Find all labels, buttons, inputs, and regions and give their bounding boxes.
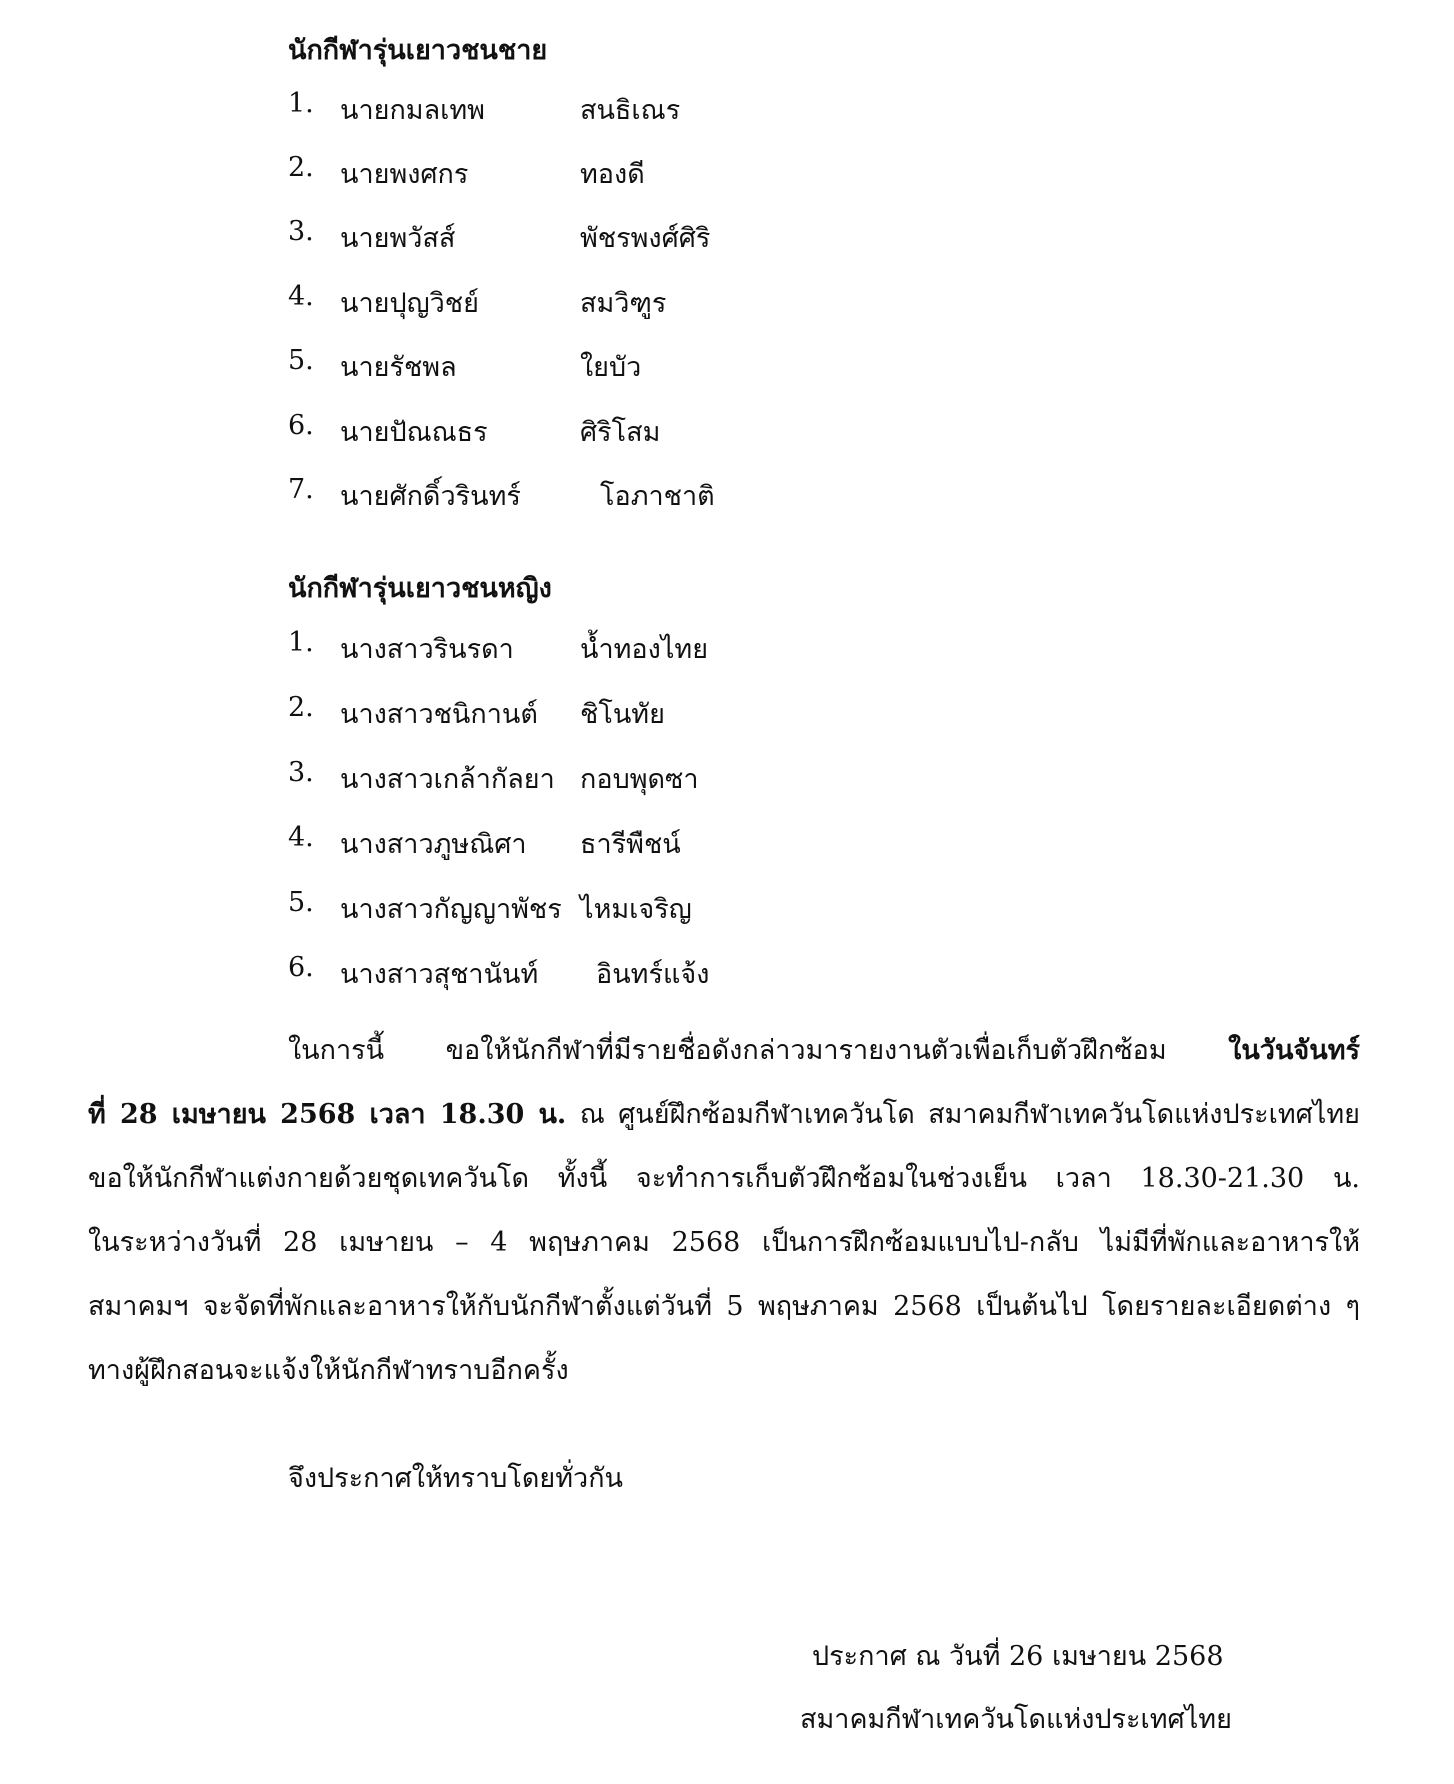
athlete-number: 6.	[288, 410, 314, 441]
athlete-number: 5.	[288, 887, 314, 918]
notice-line	[288, 1028, 1360, 1068]
athlete-first-name: นายรัชพล	[340, 352, 457, 383]
athlete-first-name: นางสาวสุชานันท์	[340, 959, 539, 990]
male-section-heading: นักกีฬารุ่นเยาวชนชาย	[288, 35, 548, 66]
issuing-organization: สมาคมกีฬาเทควันโดแห่งประเทศไทย	[800, 1704, 1232, 1735]
athlete-first-name: นางสาวชนิกานต์	[340, 699, 538, 730]
athlete-last-name: ใยบัว	[580, 352, 642, 383]
notice-bold-text: ที่ 28 เมษายน 2568 เวลา 18.30 น.	[88, 1099, 567, 1130]
athlete-last-name: สมวิฑูร	[580, 288, 667, 319]
athlete-first-name: นายปัณณธร	[340, 417, 488, 448]
athlete-first-name: นางสาวรินรดา	[340, 634, 514, 665]
athlete-number: 4.	[288, 281, 314, 312]
athlete-number: 2.	[288, 692, 314, 723]
athlete-first-name: นายพงศกร	[340, 159, 469, 190]
athlete-first-name: นางสาวภูษณิศา	[340, 829, 527, 860]
female-section-heading: นักกีฬารุ่นเยาวชนหญิง	[288, 573, 552, 604]
athlete-number: 3.	[288, 757, 314, 788]
notice-line: สมาคมฯ จะจัดที่พักและอาหารให้กับนักกีฬาตั้งแต่วันที่ 5 พฤษภาคม 2568 เป็นต้นไป โดยรายละเอียดต่าง ๆ	[88, 1291, 1360, 1322]
athlete-last-name: ไหมเจริญ	[580, 894, 692, 925]
announcement-date: ประกาศ ณ วันที่ 26 เมษายน 2568	[812, 1641, 1224, 1672]
athlete-number: 1.	[288, 88, 314, 119]
athlete-number: 1.	[288, 627, 314, 658]
notice-line: ทางผู้ฝึกสอนจะแจ้งให้นักกีฬาทราบอีกครั้ง	[88, 1355, 569, 1386]
athlete-number: 5.	[288, 345, 314, 376]
closing-statement: จึงประกาศให้ทราบโดยทั่วกัน	[288, 1463, 623, 1494]
notice-bold-text: ในวันจันทร์	[1228, 1035, 1360, 1066]
athlete-number: 2.	[288, 152, 314, 183]
athlete-last-name: ชิโนทัย	[580, 699, 665, 730]
athlete-last-name: ศิริโสม	[580, 417, 661, 448]
notice-line	[88, 1092, 1360, 1132]
athlete-last-name: กอบพุดซา	[580, 764, 699, 795]
athlete-number: 4.	[288, 822, 314, 853]
notice-text: ในการนี้ ขอให้นักกีฬาที่มีรายชื่อดังกล่าวมารายงานตัวเพื่อเก็บตัวฝึกซ้อม	[288, 1035, 1229, 1066]
notice-line: ขอให้นักกีฬาแต่งกายด้วยชุดเทควันโด ทั้งนี้ จะทำการเก็บตัวฝึกซ้อมในช่วงเย็น เวลา 18.30-21.30 น.	[88, 1163, 1360, 1194]
athlete-first-name: นางสาวกัญญาพัชร	[340, 894, 562, 925]
athlete-number: 6.	[288, 952, 314, 983]
athlete-first-name: นางสาวเกล้ากัลยา	[340, 764, 555, 795]
athlete-last-name: สนธิเณร	[580, 95, 681, 126]
athlete-last-name: ทองดี	[580, 159, 645, 190]
athlete-last-name: น้ำทองไทย	[580, 634, 709, 665]
notice-line: ในระหว่างวันที่ 28 เมษายน – 4 พฤษภาคม 2568 เป็นการฝึกซ้อมแบบไป-กลับ ไม่มีที่พักและอาหารให้	[88, 1227, 1360, 1258]
athlete-last-name: โอภาชาติ	[600, 481, 715, 512]
athlete-first-name: นายศักดิ์วรินทร์	[340, 481, 521, 512]
notice-text: ณ ศูนย์ฝึกซ้อมกีฬาเทควันโด สมาคมกีฬาเทควันโดแห่งประเทศไทย	[566, 1099, 1360, 1130]
athlete-first-name: นายปุญวิชย์	[340, 288, 479, 319]
athlete-first-name: นายกมลเทพ	[340, 95, 485, 126]
athlete-last-name: อินทร์แจ้ง	[596, 959, 710, 990]
athlete-last-name: ธารีพืชน์	[580, 829, 681, 860]
athlete-number: 7.	[288, 474, 314, 505]
athlete-number: 3.	[288, 216, 314, 247]
athlete-first-name: นายพวัสส์	[340, 223, 456, 254]
athlete-last-name: พัชรพงศ์ศิริ	[580, 223, 711, 254]
